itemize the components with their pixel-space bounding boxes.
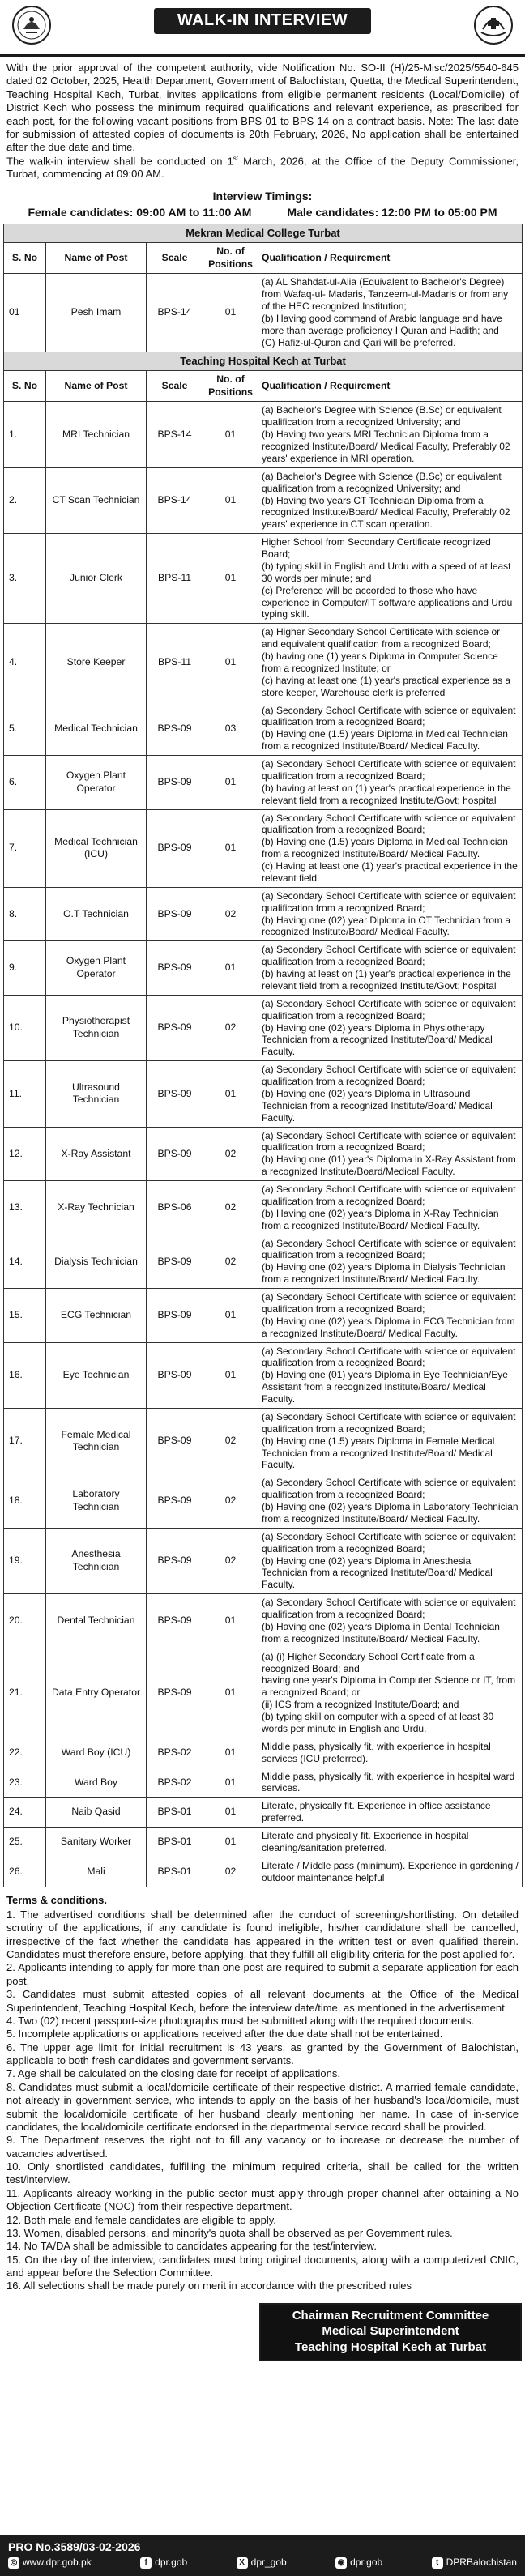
table-row (4, 1594, 523, 1648)
social-links (8, 2557, 517, 2569)
qualification-line: (b) Having one (02) years Diploma in ECG Technician from a recognized Institute/Board/ Medical Faculty. (262, 1315, 515, 1339)
cell-post: Mali (46, 1857, 147, 1887)
cell-sn: 15. (4, 1289, 46, 1343)
cell-sn: 4. (4, 624, 46, 702)
cell-positions: 02 (203, 1181, 258, 1235)
qualification-line: Middle pass, physically fit, with experience in hospital ward services. (262, 1770, 515, 1794)
cell-qualification (258, 887, 523, 941)
table-row (4, 1127, 523, 1181)
cell-positions: 01 (203, 467, 258, 533)
table-row (4, 1474, 523, 1529)
cell-positions: 02 (203, 887, 258, 941)
cell-positions: 01 (203, 1828, 258, 1857)
table-row (4, 1798, 523, 1828)
cell-scale: BPS-14 (147, 467, 203, 533)
cell-qualification (258, 1768, 523, 1798)
qualification-line: (a) Bachelor's Degree with Science (B.Sc) or equivalent qualification from a recognized University; and (262, 404, 502, 429)
intro-text (0, 57, 525, 181)
table-row (4, 702, 523, 756)
cell-post: Dialysis Technician (46, 1235, 147, 1289)
cell-scale: BPS-09 (147, 1594, 203, 1648)
qualification-line: (a) Secondary School Certificate with science or equivalent qualification from a recognized Board; (262, 1184, 516, 1207)
cell-qualification (258, 402, 523, 467)
table-row (4, 887, 523, 941)
posts-table (3, 224, 523, 1887)
cell-positions: 01 (203, 1289, 258, 1343)
x-link[interactable]: X dpr_gob (237, 2557, 287, 2569)
table-row (4, 1738, 523, 1768)
cell-post: Eye Technician (46, 1342, 147, 1408)
cell-post: Ward Boy (ICU) (46, 1738, 147, 1768)
qualification-line: (b) Having one (02) years Diploma in Dental Technician from a recognized Institute/Board/ Medical Faculty. (262, 1620, 500, 1644)
terms-item: 11. Applicants already working in the public sector must apply through proper channel after obtaining a No Objection Certificate (NOC) from their respective department. (6, 2186, 519, 2213)
table-row (4, 467, 523, 533)
cell-positions: 01 (203, 1061, 258, 1127)
cell-positions: 02 (203, 1408, 258, 1474)
terms-item: 5. Incomplete applications or applications received after the due date shall not be entertained. (6, 2028, 443, 2041)
terms-item: 13. Women, disabled persons, and minority's quota shall be observed as per Government rules. (6, 2226, 453, 2239)
qualification-line: (c) Preference will be accorded to those who have experience in Computer/IT software applications and Urdu typing skill. (262, 584, 513, 621)
globe-icon: ◎ (8, 2557, 19, 2569)
interview-timings (0, 190, 525, 220)
header-scale: Scale (147, 371, 203, 402)
qualification-line: (a) Secondary School Certificate with science or equivalent qualification from a recognized Board; (262, 944, 516, 968)
qualification-line: (a) Secondary School Certificate with science or equivalent qualification from a recognized Board; (262, 1597, 516, 1621)
qualification-line: (a) Secondary School Certificate with science or equivalent qualification from a recognized Board; (262, 758, 516, 782)
cell-qualification (258, 1648, 523, 1738)
cell-positions: 01 (203, 1594, 258, 1648)
cell-post: Oxygen Plant Operator (46, 756, 147, 810)
cell-scale: BPS-09 (147, 809, 203, 887)
terms-item: 8. Candidates must submit a local/domicile certificate of their respective district. A married female candidate, not already in government service, who intends to apply on the basis of her husband's local/domicile, must submit the local/domicile certificate of her husband clearly mentioning her name. In case of in-service candidates, the local/domicile certificate endorsed in the departmental service record shall be provided. (6, 2080, 519, 2133)
header-positions: No. of Positions (203, 243, 258, 274)
cell-sn: 13. (4, 1181, 46, 1235)
header-post: Name of Post (46, 243, 147, 274)
cell-sn: 10. (4, 995, 46, 1060)
table-row (4, 756, 523, 810)
terms-item: 1. The advertised conditions shall be determined after the conduct of screening/shortlisting. On detailed scrutiny of the applications, if any candidate is found ineligible, his/her candidature shall be cancelled, irrespective of the fact whether the candidate has appeared in the written test or even qualified therein. Candidates must therefore ensure, before applying, that they fulfill all eligibility criteria for the post applied for. (6, 1908, 519, 1961)
qualification-line: (a) Secondary School Certificate with science or equivalent qualification from a recognized Board; (262, 1530, 516, 1555)
cell-sn: 17. (4, 1408, 46, 1474)
cell-sn: 20. (4, 1594, 46, 1648)
section-title: Teaching Hospital Kech at Turbat (4, 352, 523, 371)
cell-post: MRI Technician (46, 402, 147, 467)
terms-item: 4. Two (02) recent passport-size photographs must be submitted along with the required documents. (6, 2014, 475, 2027)
qualification-line: (b) Having one (1.5) years Diploma in Female Medical Technician from a recognized Institute/Board/ Medical Faculty. (262, 1435, 495, 1471)
cell-sn: 22. (4, 1738, 46, 1768)
terms-item: 9. The Department reserves the right not to fill any vacancy or to increase or decrease the number of vacancies advertised. (6, 2134, 519, 2160)
cell-scale: BPS-09 (147, 887, 203, 941)
qualification-line: (b) Having one (02) year Diploma in OT Technician from a recognized Institute/Board/ Medical Faculty. (262, 914, 511, 938)
cell-scale: BPS-06 (147, 1181, 203, 1235)
qualification-line: Higher School from Secondary Certificate recognized Board; (262, 536, 491, 561)
qualification-line: (a) Secondary School Certificate with science or equivalent qualification from a recognized Board; (262, 997, 516, 1021)
cell-positions: 01 (203, 1768, 258, 1798)
qualification-line: (c) having at least one (1) year's practical experience as a store keeper, Warehouse clerk is preferred (262, 674, 511, 698)
terms-item: 3. Candidates must submit attested copies of all relevant documents at the Office of the Medical Superintendent, Teaching Hospital Kech, before the interview date/time, as mentioned in the advertisement. (6, 1988, 519, 2014)
cell-qualification (258, 1798, 523, 1828)
cell-scale: BPS-11 (147, 624, 203, 702)
cell-scale: BPS-14 (147, 274, 203, 352)
qualification-line: (a) Secondary School Certificate with science or equivalent qualification from a recognized Board; (262, 889, 516, 914)
cell-positions: 02 (203, 1235, 258, 1289)
facebook-link[interactable]: f dpr.gob (140, 2557, 187, 2569)
cell-scale: BPS-09 (147, 1235, 203, 1289)
cell-post: Anesthesia Technician (46, 1528, 147, 1593)
cell-qualification (258, 467, 523, 533)
terms-item: 12. Both male and female candidates are eligible to apply. (6, 2213, 276, 2226)
cell-positions: 02 (203, 1127, 258, 1181)
cell-positions: 02 (203, 1474, 258, 1529)
cell-qualification (258, 624, 523, 702)
cell-scale: BPS-01 (147, 1798, 203, 1828)
cell-positions: 01 (203, 1798, 258, 1828)
qualification-line: (c) Having at least one (1) year's practical experience in the relevant field. (262, 860, 518, 884)
twitter-link[interactable]: t DPRBalochistan (432, 2557, 517, 2569)
cell-sn: 19. (4, 1528, 46, 1593)
intro-paragraph: With the prior approval of the competent authority, vide Notification No. SO-II (H)/25-Misc/2025/5540-645 dated 02 October, 2025, Health Department, Government of Balochistan, Quetta, the Medical Superintendent, Teaching Hospital Kech, Turbat, invites applications from eligible permanent residents (Local/Domicile) of District Kech who possess the minimum required qualifications and relevant experience, as prescribed for each post, for the following vacant positions from BPS-01 to BPS-14 on a contract basis. Note: The last date for submission of attested copies of documents is 20th February, 2026, No application shall be entertained after the due date and time. (6, 62, 519, 154)
cell-positions: 01 (203, 1648, 258, 1738)
cell-scale: BPS-09 (147, 941, 203, 996)
cell-qualification (258, 1061, 523, 1127)
cell-positions: 02 (203, 1857, 258, 1887)
signature-line: Teaching Hospital Kech at Turbat (294, 2339, 487, 2354)
cell-sn: 1. (4, 402, 46, 467)
cell-scale: BPS-02 (147, 1738, 203, 1768)
cell-post: Sanitary Worker (46, 1828, 147, 1857)
cell-qualification (258, 995, 523, 1060)
terms-item: 15. On the day of the interview, candidates must bring original documents, along with a computerized CNIC, and appear before the Selection Committee. (6, 2253, 519, 2280)
cell-qualification (258, 1528, 523, 1593)
instagram-link[interactable]: ◉ dpr.gob (335, 2557, 382, 2569)
terms-item: 7. Age shall be calculated on the closing date for receipt of applications. (6, 2067, 340, 2080)
cell-positions: 03 (203, 702, 258, 756)
cell-positions: 02 (203, 995, 258, 1060)
qualification-line: (b) Having one (02) years Diploma in Anesthesia Technician from a recognized Institute/Board/ Medical Faculty. (262, 1555, 493, 1591)
qualification-line: (ii) ICS from a recognized Institute/Board; and (262, 1699, 459, 1711)
signature-line: Chairman Recruitment Committee (292, 2308, 489, 2322)
table-row (4, 1828, 523, 1857)
cell-sn: 2. (4, 467, 46, 533)
cell-post: Medical Technician (ICU) (46, 809, 147, 887)
qualification-line: (a) Secondary School Certificate with science or equivalent qualification from a recognized Board; (262, 1410, 516, 1435)
header-scale: Scale (147, 243, 203, 274)
cell-qualification (258, 756, 523, 810)
title-banner (154, 8, 371, 34)
cell-post: CT Scan Technician (46, 467, 147, 533)
terms-item: 2. Applicants intending to apply for more than one post are required to submit a separate application for each post. (6, 1961, 519, 1987)
cell-scale: BPS-09 (147, 702, 203, 756)
qualification-line: (a) Secondary School Certificate with science or equivalent qualification from a recognized Board; (262, 1477, 516, 1501)
cell-qualification (258, 1127, 523, 1181)
cell-scale: BPS-14 (147, 402, 203, 467)
terms-item: 14. No TA/DA shall be admissible to candidates appearing for the test/interview. (6, 2240, 377, 2253)
cell-scale: BPS-09 (147, 1648, 203, 1738)
cell-sn: 23. (4, 1768, 46, 1798)
page-title: WALK-IN INTERVIEW (177, 11, 348, 30)
cell-sn: 11. (4, 1061, 46, 1127)
cell-sn: 6. (4, 756, 46, 810)
qualification-line: (a) (i) Higher Secondary School Certificate from a recognized Board; and (262, 1650, 475, 1674)
cell-scale: BPS-09 (147, 995, 203, 1060)
website-link[interactable]: ◎ www.dpr.gob.pk (8, 2557, 92, 2569)
qualification-line: (b) Having one (02) years Diploma in Laboratory Technician from a recognized Institute/Board/ Medical Faculty. (262, 1501, 519, 1525)
qualification-line: (b) Having good command of Arabic language and have more than average proficiency I Quran and Hadith; and (262, 312, 502, 336)
table-row (4, 1342, 523, 1408)
qualification-line: (b) Having one (1.5) years Diploma in Medical Technician from a recognized Institute/Board/ Medical Faculty. (262, 728, 508, 753)
cell-sn: 26. (4, 1857, 46, 1887)
cell-post: Naib Qasid (46, 1798, 147, 1828)
cell-post: Laboratory Technician (46, 1474, 147, 1529)
cell-post: Store Keeper (46, 624, 147, 702)
terms-section (0, 1887, 525, 2293)
cell-post: Oxygen Plant Operator (46, 941, 147, 996)
qualification-line: (a) Secondary School Certificate with science or equivalent qualification from a recognized Board; (262, 1291, 516, 1315)
hospital-emblem-logo (473, 5, 514, 45)
table-header-row (4, 243, 523, 274)
cell-qualification (258, 1181, 523, 1235)
male-timing: Male candidates: 12:00 PM to 05:00 PM (287, 205, 497, 219)
cell-post: Ward Boy (46, 1768, 147, 1798)
cell-post: Dental Technician (46, 1594, 147, 1648)
cell-sn: 24. (4, 1798, 46, 1828)
facebook-icon: f (140, 2557, 152, 2569)
qualification-line: (b) Having one (02) years Diploma in Ultrasound Technician from a recognized Institute/Board/ Medical Faculty. (262, 1087, 493, 1124)
interview-date-paragraph: The walk-in interview shall be conducted on 1st March, 2026, at the Office of the Deputy Commissioner, Turbat, commencing at 09:00 AM. (6, 154, 519, 181)
header-qualification: Qualification / Requirement (258, 371, 523, 402)
cell-sn: 18. (4, 1474, 46, 1529)
qualification-line: (a) Bachelor's Degree with Science (B.Sc) or equivalent qualification from a recognized University; and (262, 470, 502, 494)
qualification-line: (b) having at least on (1) year's practical experience in the relevant field from a recognized Institute/Govt; hospital (262, 782, 511, 806)
qualification-line: (a) Secondary School Certificate with science or equivalent qualification from a recognized Board; (262, 1064, 516, 1088)
signature-line: Medical Superintendent (322, 2324, 459, 2339)
cell-scale: BPS-01 (147, 1857, 203, 1887)
cell-positions: 02 (203, 1528, 258, 1593)
cell-scale: BPS-09 (147, 1342, 203, 1408)
x-icon: X (237, 2557, 248, 2569)
header-sn: S. No (4, 243, 46, 274)
table-row (4, 274, 523, 352)
cell-scale: BPS-11 (147, 534, 203, 624)
instagram-icon: ◉ (335, 2557, 347, 2569)
cell-qualification (258, 1594, 523, 1648)
terms-title: Terms & conditions. (6, 1893, 107, 1906)
cell-positions: 01 (203, 1738, 258, 1768)
female-timing: Female candidates: 09:00 AM to 11:00 AM (28, 205, 252, 219)
cell-scale: BPS-09 (147, 1474, 203, 1529)
cell-post: X-Ray Technician (46, 1181, 147, 1235)
cell-positions: 01 (203, 809, 258, 887)
cell-sn: 9. (4, 941, 46, 996)
cell-sn: 8. (4, 887, 46, 941)
qualification-line: (a) Secondary School Certificate with science or equivalent qualification from a recognized Board; (262, 812, 516, 836)
cell-post: O.T Technician (46, 887, 147, 941)
cell-post: Medical Technician (46, 702, 147, 756)
cell-post: Physiotherapist Technician (46, 995, 147, 1060)
cell-post: Ultrasound Technician (46, 1061, 147, 1127)
cell-qualification (258, 1738, 523, 1768)
qualification-line: (a) Secondary School Certificate with science or equivalent qualification from a recognized Board; (262, 704, 516, 728)
section-title: Mekran Medical College Turbat (4, 224, 523, 243)
cell-sn: 3. (4, 534, 46, 624)
pro-number: PRO No.3589/03-02-2026 (8, 2540, 141, 2553)
header-qualification: Qualification / Requirement (258, 243, 523, 274)
cell-qualification (258, 1289, 523, 1343)
cell-positions: 01 (203, 534, 258, 624)
qualification-line: having one year's Diploma in Computer Science or IT, from a recognized Board; or (262, 1674, 516, 1699)
header-sn: S. No (4, 371, 46, 402)
cell-qualification (258, 274, 523, 352)
cell-sn: 5. (4, 702, 46, 756)
qualification-line: (b) Having one (1.5) years Diploma in Medical Technician from a recognized Institute/Board/ Medical Faculty. (262, 836, 508, 860)
qualification-line: (b) having one (1) year's Diploma in Computer Science from a recognized Institute; or (262, 650, 498, 674)
cell-post: Data Entry Operator (46, 1648, 147, 1738)
cell-scale: BPS-01 (147, 1828, 203, 1857)
qualification-line: (b) Having one (01) year's Diploma in X-Ray Assistant from a recognized Institute/Board/Medical Faculty. (262, 1154, 516, 1178)
qualification-line: Literate, physically fit. Experience in office assistance preferred. (262, 1800, 491, 1824)
cell-sn: 01 (4, 274, 46, 352)
cell-qualification (258, 809, 523, 887)
table-row (4, 1857, 523, 1887)
qualification-line: Literate and physically fit. Experience in hospital cleaning/sanitation preferred. (262, 1830, 469, 1853)
cell-qualification (258, 1408, 523, 1474)
table-row (4, 941, 523, 996)
header (0, 0, 525, 57)
cell-positions: 01 (203, 624, 258, 702)
cell-positions: 01 (203, 274, 258, 352)
qualification-line: (b) typing skill on computer with a speed of at least 30 words per minute in English and Urdu. (262, 1711, 494, 1734)
signature-block (259, 2303, 522, 2362)
twitter-icon: t (432, 2557, 443, 2569)
qualification-line: (b) Having one (02) years Diploma in Dialysis Technician from a recognized Institute/Board/ Medical Faculty. (262, 1261, 506, 1286)
table-row (4, 1181, 523, 1235)
cell-sn: 14. (4, 1235, 46, 1289)
cell-scale: BPS-09 (147, 1408, 203, 1474)
cell-post: Junior Clerk (46, 534, 147, 624)
cell-qualification (258, 941, 523, 996)
cell-scale: BPS-02 (147, 1768, 203, 1798)
qualification-line: (b) Having one (01) years Diploma in Eye Technician/Eye Assistant from a recognized Institute/Board/ Medical Faculty. (262, 1369, 508, 1405)
qualification-line: (a) Secondary School Certificate with science or equivalent qualification from a recognized Board; (262, 1345, 516, 1369)
cell-positions: 01 (203, 756, 258, 810)
table-row (4, 1061, 523, 1127)
cell-sn: 7. (4, 809, 46, 887)
cell-sn: 12. (4, 1127, 46, 1181)
cell-positions: 01 (203, 941, 258, 996)
footer-bar (0, 2535, 525, 2576)
table-row (4, 402, 523, 467)
cell-positions: 01 (203, 1342, 258, 1408)
table-row (4, 1528, 523, 1593)
cell-qualification (258, 702, 523, 756)
qualification-line: (C) Hafiz-ul-Quran and Qari will be preferred. (262, 336, 456, 348)
table-row (4, 809, 523, 887)
qualification-line: (b) Having two years CT Technician Diploma from a recognized Institute/Board/ Medical Faculty, Preferably 02 years' experience in CT scan operation. (262, 494, 510, 531)
table-row (4, 534, 523, 624)
terms-item: 16. All selections shall be made purely on merit in accordance with the prescribed rules (6, 2280, 412, 2292)
qualification-line: (b) Having two years MRI Technician Diploma from a recognized Institute/Board/ Medical Faculty, Preferably 02 years' experience in MRI operation. (262, 429, 510, 464)
table-row (4, 1408, 523, 1474)
cell-post: Female Medical Technician (46, 1408, 147, 1474)
cell-scale: BPS-09 (147, 1127, 203, 1181)
cell-post: Pesh Imam (46, 274, 147, 352)
table-row (4, 1289, 523, 1343)
header-positions: No. of Positions (203, 371, 258, 402)
cell-post: X-Ray Assistant (46, 1127, 147, 1181)
cell-scale: BPS-09 (147, 1528, 203, 1593)
cell-scale: BPS-09 (147, 1061, 203, 1127)
header-post: Name of Post (46, 371, 147, 402)
terms-item: 10. Only shortlisted candidates, fulfilling the minimum required criteria, shall be called for the written test/interview. (6, 2160, 519, 2186)
qualification-line: Literate / Middle pass (minimum). Experience in gardening / outdoor maintenance helpful (262, 1859, 519, 1883)
qualification-line: (a) Secondary School Certificate with science or equivalent qualification from a recognized Board; (262, 1129, 516, 1154)
cell-scale: BPS-09 (147, 1289, 203, 1343)
qualification-line: (b) typing skill in English and Urdu with a speed of at least 30 words per minute; and (262, 560, 511, 584)
table-row (4, 1768, 523, 1798)
qualification-line: (b) Having one (02) years Diploma in Physiotherapy Technician from a recognized Institute/Board/ Medical Faculty. (262, 1021, 493, 1058)
cell-sn: 16. (4, 1342, 46, 1408)
cell-qualification (258, 1857, 523, 1887)
table-header-row (4, 371, 523, 402)
cell-sn: 25. (4, 1828, 46, 1857)
cell-qualification (258, 1474, 523, 1529)
terms-item: 6. The upper age limit for initial recruitment is 43 years, as granted by the Government of Balochistan, applicable to both fresh candidates and government servants. (6, 2041, 519, 2067)
table-row (4, 1648, 523, 1738)
qualification-line: (a) Higher Secondary School Certificate with science or and equivalent qualification from a recognized Board; (262, 626, 501, 650)
qualification-line: (a) Secondary School Certificate with science or equivalent qualification from a recognized Board; (262, 1237, 516, 1261)
qualification-line: (b) having at least on (1) year's practical experience in the relevant field from a recognized Institute/Govt; hospital (262, 968, 511, 992)
cell-sn: 21. (4, 1648, 46, 1738)
qualification-line: (b) Having one (02) years Diploma in X-Ray Technician from a recognized Institute/Board/ Medical Faculty. (262, 1207, 499, 1231)
cell-positions: 01 (203, 402, 258, 467)
cell-post: ECG Technician (46, 1289, 147, 1343)
cell-qualification (258, 1342, 523, 1408)
balochistan-emblem-logo (11, 5, 52, 45)
table-row (4, 995, 523, 1060)
qualification-line: (a) AL Shahdat-ul-Alia (Equivalent to Bachelor's Degree) from Wafaq-ul- Madaris, Tanzeem-ul-Madaris or from any of the HEC recognized Institution; (262, 276, 509, 313)
table-row (4, 1235, 523, 1289)
table-row (4, 624, 523, 702)
cell-qualification (258, 1235, 523, 1289)
cell-qualification (258, 1828, 523, 1857)
cell-scale: BPS-09 (147, 756, 203, 810)
qualification-line: Middle pass, physically fit, with experience in hospital services (ICU preferred). (262, 1740, 491, 1764)
timings-title: Interview Timings: (212, 189, 313, 203)
cell-qualification (258, 534, 523, 624)
